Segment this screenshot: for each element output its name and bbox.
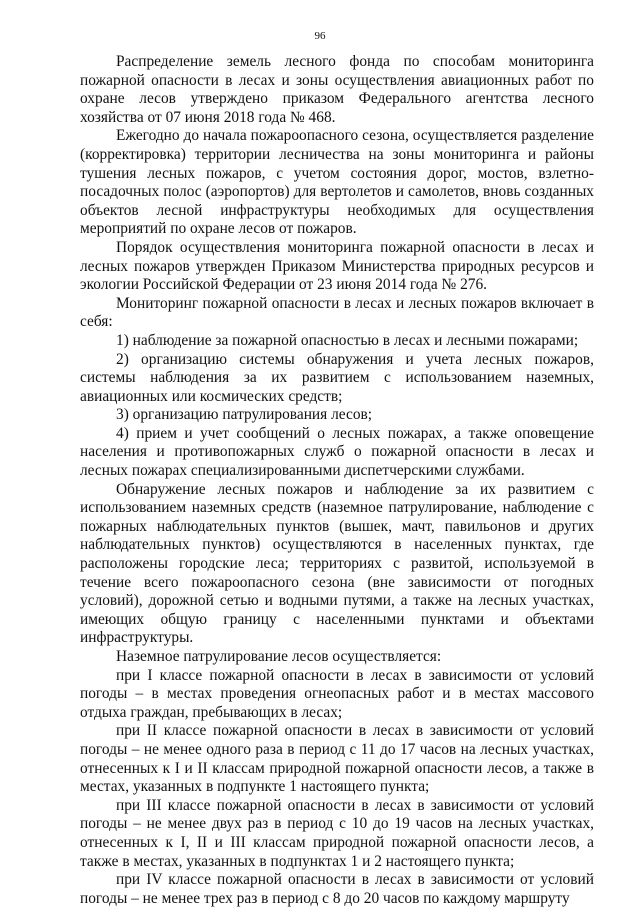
- paragraph: Порядок осуществления мониторинга пожарной опасности в лесах и лесных пожаров утвержден Приказом Министерства природных ресурсов и экологии Российской Федерации от 23 июня 2014 года № 276.: [80, 238, 594, 294]
- list-item: 3) организацию патрулирования лесов;: [116, 406, 373, 424]
- list-item: 2) организацию системы обнаружения и учета лесных пожаров, системы наблюдения за их развитием с использованием наземных, авиационных или космических средств;: [80, 350, 594, 405]
- paragraph: при II классе пожарной опасности в лесах в зависимости от условий погоды – не менее одного раза в период с 11 до 17 часов на лесных участках, отнесенных к I и II классам природной пожарной опасности лесов, а также в местах, указанных в подпункте 1 настоящего пункта;: [80, 722, 594, 796]
- page-number: 96: [314, 30, 326, 42]
- paragraph: при III классе пожарной опасности в лесах в зависимости от условий погоды – не менее двух раз в период с 10 до 19 часов на лесных участках, отнесенных к I, II и III классам природной пожарной опасности лесов, а также в местах, указанных в подпунктах 1 и 2 настоящего пункта;: [80, 796, 594, 870]
- paragraph: Ежегодно до начала пожароопасного сезона, осуществляется разделение (корректировка) территории лесничества на зоны мониторинга и районы тушения лесных пожаров, с учетом состояния дорог, мостов, взлетно-посадочных полос (аэропортов) для вертолетов и самолетов, вновь созданных объектов лесной инфраструктуры необходимых для осуществления мероприятий по охране лесов от пожаров.: [80, 127, 594, 238]
- list-item: 1) наблюдение за пожарной опасностью в лесах и лесными пожарами;: [116, 331, 579, 349]
- paragraph: Распределение земель лесного фонда по способам мониторинга пожарной опасности в лесах и зоны осуществления авиационных работ по охране лесов утверждено приказом Федерального агентства лесного хозяйства от 07 июня 2018 года № 468.: [80, 53, 594, 126]
- paragraph: Мониторинг пожарной опасности в лесах и лесных пожаров включает в себя:: [80, 294, 594, 331]
- paragraph: Обнаружение лесных пожаров и наблюдение за их развитием с использованием наземных средств (наземное патрулирование, наблюдение с пожарных наблюдательных пунктов (вышек, мачт, павильонов и других наблюдательных пунктов) осуществляются в населенных пунктах, где расположены городские леса; территориях с развитой, используемой в течение всего пожароопасного сезона (вне зависимости от погодных условий), дорожной сетью и водными путями, а также на лесных участках, имеющих общую границу с населенными пунктами и объектами инфраструктуры.: [80, 480, 594, 647]
- list-item: 4) прием и учет сообщений о лесных пожарах, а также оповещение населения и противопожарных служб о пожарной опасности в лесах и лесных пожарах специализированными диспетчерскими службами.: [80, 424, 594, 480]
- paragraph: при I классе пожарной опасности в лесах в зависимости от условий погоды – в местах проведения огнеопасных работ и в местах массового отдыха граждан, пребывающих в лесах;: [80, 666, 594, 721]
- document-body: [80, 53, 594, 908]
- paragraph: при IV классе пожарной опасности в лесах в зависимости от условий погоды – не менее трех раз в период с 8 до 20 часов по каждому маршруту: [80, 871, 594, 907]
- paragraph: Наземное патрулирование лесов осуществляется:: [116, 648, 442, 665]
